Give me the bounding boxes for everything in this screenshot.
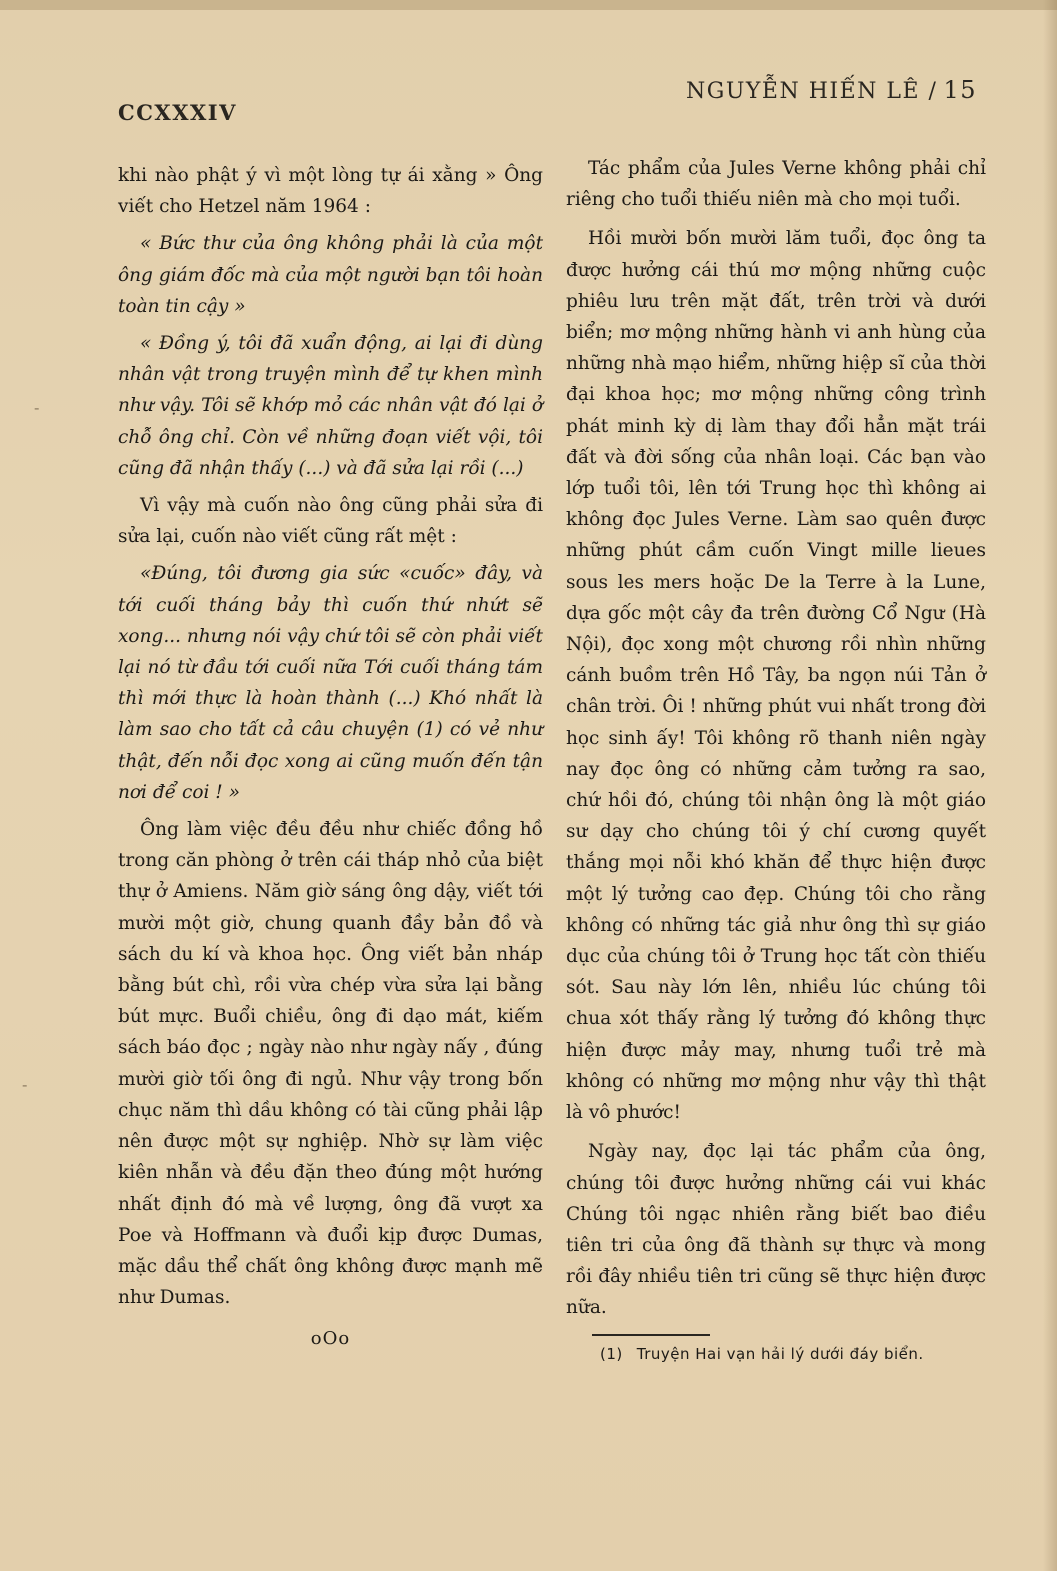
footnote-text: Truyện Hai vạn hải lý dưới đáy biển. [636,1344,924,1363]
paragraph: Tác phẩm của Jules Verne không phải chỉ riêng cho tuổi thiếu niên mà cho mọi tuổi. [566,158,986,211]
paragraph: Vì vậy mà cuốn nào ông cũng phải sửa đi sửa lại, cuốn nào viết cũng rất mệt : [118,495,543,548]
right-column [566,153,986,1366]
edge-mark: - [22,1075,28,1094]
paragraph: Ngày nay, đọc lại tác phẩm của ông, chúng tôi được hưởng những cái vui khác Chúng tôi ngạc nhiên rằng biết bao điều tiên tri của ông đã thành sự thực và mong rồi đây nhiều tiên tri cũng sẽ thực hiện được nữa. [566,1141,986,1319]
paragraph: khi nào phật ý vì một lòng tự ái xằng » Ông viết cho Hetzel năm 1964 : [118,165,543,218]
page-number: 15 [943,76,977,104]
quote-paragraph: « Bức thư của ông không phải là của một ông giám đốc mà của một người bạn tôi hoàn toàn tin cậy » [118,233,543,317]
quote-paragraph: « Đồng ý, tôi đã xuẩn động, ai lại đi dùng nhân vật trong truyện mình để tự khen mình như vậy. Tôi sẽ khớp mỏ các nhân vật đó lại ở chỗ ông chỉ. Còn về những đoạn viết vội, tôi cũng đã nhận thấy (...) và đã sửa lại rồi (...) [118,333,543,479]
footnote [600,1342,986,1366]
running-head-right [686,76,977,104]
footnote-number: (1) [600,1344,623,1363]
section-end-mark: oOo [310,1328,351,1350]
quote-paragraph: «Đúng, tôi đương gia sức «cuốc» đây, và tới cuối tháng bảy thì cuốn thứ nhứt sẽ xong... nhưng nói vậy chứ tôi sẽ còn phải viết lại nó từ đầu tới cuối nữa Tới cuối tháng tám thì mới thực là hoàn thành (...) Khó nhất là làm sao cho tất cả câu chuyện (1) có vẻ như thật, đến nỗi đọc xong ai cũng muốn đến tận nơi để coi ! » [118,563,543,803]
paragraph: Hồi mười bốn mười lăm tuổi, đọc ông ta được hưởng cái thú mơ mộng những cuộc phiêu lưu trên mặt đất, trên trời và dưới biển; mơ mộng những hành vi anh hùng của những nhà mạo hiểm, những hiệp sĩ của thời đại khoa học; mơ mộng những công trình phát minh kỳ dị làm thay đổi hẳn mặt trái đất và đời sống của nhân loại. Các bạn vào lớp tuổi tôi, lên tới Trung học thì không ai không đọc Jules Verne. Làm sao quên được những phút cầm cuốn Vingt mille lieues sous les mers hoặc De la Terre à la Lune, dựa gốc một cây đa trên đường Cổ Ngư (Hà Nội), đọc xong một chương rồi nhìn những cánh buồm trên Hồ Tây, ba ngọn núi Tản ở chân trời. Ôi ! những phút vui nhất trong đời học sinh ấy! Tôi không rõ thanh niên ngày nay đọc ông có những cảm tưởng ra sao, chứ hồi đó, chúng tôi nhận ông là một giáo sư dạy cho chúng tôi ý chí cương quyết thắng mọi nỗi khó khăn để thực hiện được một lý tưởng cao đẹp. Chúng tôi cho rằng không có những tác giả như ông thì sự giáo dục của chúng tôi ở Trung học tất còn thiếu sót. Sau này lớn lên, nhiều lúc chúng tôi chua xót thấy rằng lý tưởng đó không thực hiện được mảy may, nhưng tuổi trẻ mà không có những mơ mộng như vậy thì thật là vô phước! [566,228,986,1124]
author-name: NGUYỄN HIẾN LÊ / [686,79,938,104]
paragraph: Ông làm việc đều đều như chiếc đồng hồ trong căn phòng ở trên cái tháp nhỏ của biệt thự ở Amiens. Năm giờ sáng ông dậy, viết tới mười một giờ, chung quanh đầy bản đồ và sách du kí và khoa học. Ông viết bản nháp bằng bút chì, rồi vừa chép vừa sửa lại bằng bút mực. Buổi chiều, ông đi dạo mát, kiếm sách báo đọc ; ngày nào như ngày nấy , đúng mười giờ tối ông đi ngủ. Như vậy trong bốn chục năm thì dầu không có tài cũng phải lập nên được một sự nghiệp. Nhờ sự làm việc kiên nhẫn và đều đặn theo đúng một hướng nhất định đó mà về lượng, ông đã vượt xa Poe và Hoffmann và đuổi kịp được Dumas, mặc dầu thể chất ông không được mạnh mẽ như Dumas. [118,819,543,1309]
edge-mark: - [34,398,40,417]
left-column [118,160,543,1355]
footnote-divider [592,1334,710,1336]
running-head-left: CCXXXIV [118,100,237,125]
